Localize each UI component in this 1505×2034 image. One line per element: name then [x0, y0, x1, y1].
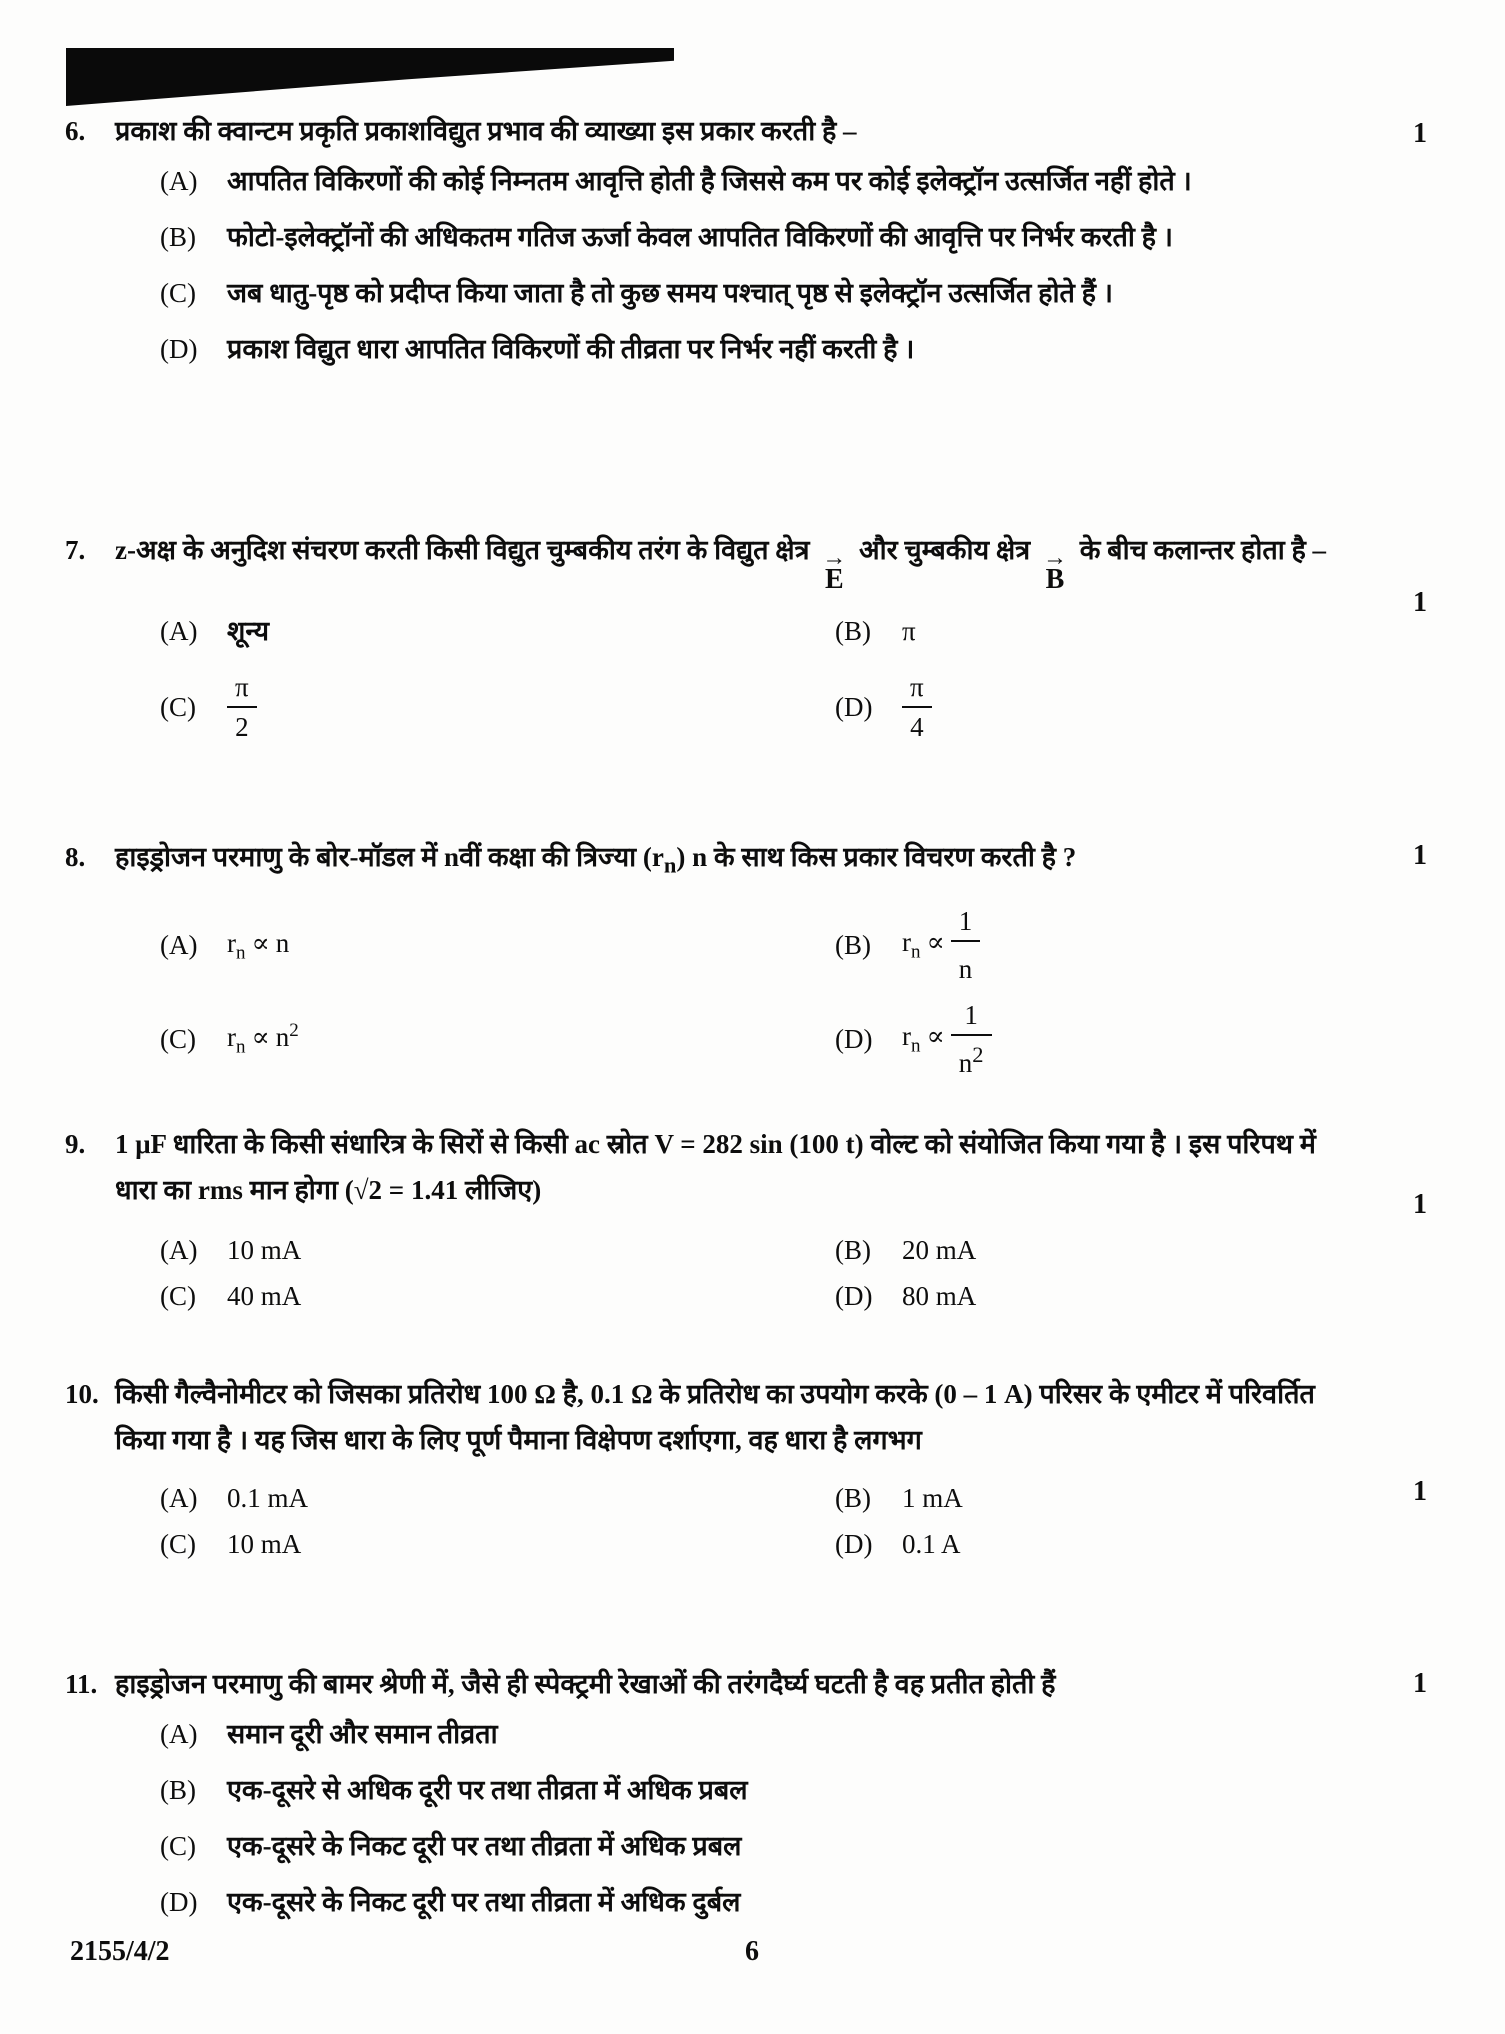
question-text — [115, 834, 1437, 888]
fraction-denominator: 2 — [227, 706, 257, 744]
question-11 — [65, 1661, 1437, 1935]
option-text: 80 mA — [902, 1281, 977, 1311]
option-b — [740, 1227, 1437, 1273]
question-number: 6. — [65, 116, 86, 146]
option-a — [65, 1227, 740, 1273]
option-text: समान दूरी और समान तीव्रता — [227, 1719, 498, 1749]
question-number: 9. — [65, 1129, 86, 1159]
option-b — [65, 1767, 1437, 1813]
option-b — [65, 214, 1437, 260]
option-label: (B) — [835, 1235, 871, 1265]
option-label: (C) — [160, 692, 196, 722]
fraction-numerator: 1 — [964, 1000, 978, 1031]
question-number: 10. — [65, 1379, 99, 1409]
question-text-part: z-अक्ष के अनुदिश संचरण करती किसी विद्युत चुम्बकीय तरंग के विद्युत क्षेत्र — [115, 535, 810, 565]
proportional-symbol: ∝ — [251, 928, 270, 959]
option-label: (B) — [835, 1483, 871, 1513]
option-label: (A) — [160, 616, 198, 646]
marks-badge: 1 — [1413, 118, 1427, 149]
proportional-symbol: ∝ — [926, 927, 945, 958]
formula: $r_n$ ∝ — [902, 927, 945, 963]
subscript: n — [663, 852, 677, 878]
option-a — [65, 608, 740, 654]
option-label: (A) — [160, 1483, 198, 1513]
option-text: एक-दूसरे से अधिक दूरी पर तथा तीव्रता में अधिक प्रबल — [227, 1775, 748, 1805]
option-a — [65, 1711, 1437, 1757]
question-text-part: और चुम्बकीय क्षेत्र — [859, 535, 1031, 565]
option-text: आपतित विकिरणों की कोई निम्नतम आवृत्ति होती है जिससे कम पर कोई इलेक्ट्रॉन उत्सर्जित नहीं होते । — [227, 166, 1192, 196]
option-label: (B) — [160, 222, 196, 252]
options-list — [65, 158, 1437, 372]
proportional-symbol: ∝ — [926, 1021, 945, 1052]
vector-arrow-icon: → — [822, 545, 847, 571]
option-text: 10 mA — [227, 1235, 302, 1265]
question-9 — [65, 1121, 1437, 1319]
option-text: π — [902, 616, 916, 646]
option-label: (B) — [160, 1775, 196, 1805]
options-row — [65, 1475, 1437, 1521]
option-c — [65, 1016, 740, 1062]
option-text: 0.1 mA — [227, 1483, 308, 1513]
option-label: (D) — [835, 1024, 873, 1055]
option-label: (C) — [160, 1281, 196, 1311]
option-label: (A) — [160, 166, 198, 196]
question-number: 8. — [65, 842, 86, 872]
option-label: (D) — [835, 1281, 873, 1311]
fraction — [951, 998, 992, 1080]
option-a — [65, 158, 1437, 204]
question-text: 1 μF धारिता के किसी संधारित्र के सिरों से किसी ac स्रोत V = 282 sin (100 t) वोल्ट को संयोजित किया गया है । इस परिपथ में धारा का rms मान होगा (√2 = 1.41 लीजिए) — [115, 1129, 1316, 1205]
fraction-numerator: π — [235, 672, 249, 702]
marks-badge: 1 — [1413, 587, 1427, 618]
formula: $r_n \propto n$ — [227, 928, 290, 964]
question-text — [115, 527, 1437, 594]
option-label: (A) — [160, 1719, 198, 1749]
option-d — [740, 1273, 1437, 1319]
question-7 — [65, 527, 1437, 744]
question-6 — [65, 108, 1437, 382]
option-label: (D) — [835, 692, 873, 722]
fraction-numerator: 1 — [958, 906, 973, 937]
question-10 — [65, 1371, 1437, 1567]
question-number: 11. — [65, 1669, 98, 1699]
footer-paper-code: 2155/4/2 — [70, 1936, 170, 1967]
vector-arrow-icon: → — [1042, 545, 1067, 571]
option-text: प्रकाश विद्युत धारा आपतित विकिरणों की तीव्रता पर निर्भर नहीं करती है । — [227, 334, 915, 364]
marks-badge: 1 — [1413, 1668, 1427, 1699]
option-label: (A) — [160, 1235, 198, 1265]
fraction-denominator: $n^2$ — [951, 1034, 992, 1080]
question-text: किसी गैल्वैनोमीटर को जिसका प्रतिरोध 100 Ω है, 0.1 Ω के प्रतिरोध का उपयोग करके (0 – 1 A) परिसर के एमीटर में परिवर्तित किया गया है । यह जिस धारा के लिए पूर्ण पैमाना विक्षेपण दर्शाएगा, वह धारा है लगभग — [115, 1379, 1315, 1455]
option-text: शून्य — [227, 616, 269, 646]
option-a — [65, 1475, 740, 1521]
option-label: (C) — [160, 1831, 196, 1861]
option-c — [65, 1823, 1437, 1869]
redaction-banner — [66, 48, 674, 106]
question-text-part: के बीच कलान्तर होता है – — [1079, 535, 1327, 565]
option-text: एक-दूसरे के निकट दूरी पर तथा तीव्रता में अधिक प्रबल — [227, 1831, 742, 1861]
option-text: एक-दूसरे के निकट दूरी पर तथा तीव्रता में अधिक दुर्बल — [227, 1887, 741, 1917]
option-c — [65, 1521, 740, 1567]
option-label: (C) — [160, 278, 196, 308]
option-c — [65, 670, 740, 744]
option-b — [740, 904, 1437, 986]
question-text: हाइड्रोजन परमाणु की बामर श्रेणी में, जैसे ही स्पेक्ट्रमी रेखाओं की तरंगदैर्घ्य घटती है वह प्रतीत होती हैं — [115, 1669, 1056, 1699]
option-c — [65, 1273, 740, 1319]
option-d — [740, 998, 1437, 1080]
option-label: (D) — [160, 1887, 198, 1917]
option-label: (D) — [160, 334, 198, 364]
marks-badge: 1 — [1413, 840, 1427, 871]
options-row — [65, 608, 1437, 654]
option-text: 10 mA — [227, 1529, 302, 1559]
option-a — [65, 922, 740, 968]
option-text: जब धातु-पृष्ठ को प्रदीप्त किया जाता है तो कुछ समय पश्चात् पृष्ठ से इलेक्ट्रॉन उत्सर्जित होते हैं । — [227, 278, 1113, 308]
option-text: 0.1 A — [902, 1529, 961, 1559]
question-8 — [65, 834, 1437, 1080]
options-row — [65, 1521, 1437, 1567]
option-text: 20 mA — [902, 1235, 977, 1265]
option-d — [740, 1521, 1437, 1567]
formula: $r_n \propto n^2$ — [227, 1020, 299, 1058]
options-row — [65, 1273, 1437, 1319]
footer-page-number: 6 — [745, 1936, 759, 1967]
option-d — [65, 326, 1437, 372]
option-c — [65, 270, 1437, 316]
option-label: (B) — [835, 616, 871, 646]
options-list — [65, 1711, 1437, 1925]
marks-badge: 1 — [1413, 1189, 1427, 1220]
option-text: फोटो-इलेक्ट्रॉनों की अधिकतम गतिज ऊर्जा केवल आपतित विकिरणों की आवृत्ति पर निर्भर करती है । — [227, 222, 1173, 252]
option-label: (A) — [160, 930, 198, 961]
fraction-denominator: n — [951, 940, 981, 986]
option-label: (C) — [160, 1024, 196, 1055]
option-text: 1 mA — [902, 1483, 963, 1513]
option-d — [65, 1879, 1437, 1925]
option-label: (B) — [835, 930, 871, 961]
fraction — [902, 670, 932, 744]
fraction-denominator: 4 — [902, 706, 932, 744]
option-b — [740, 608, 1437, 654]
option-label: (C) — [160, 1529, 196, 1559]
options-row — [65, 670, 1437, 744]
option-text: 40 mA — [227, 1281, 302, 1311]
fraction — [951, 904, 981, 986]
question-number: 7. — [65, 535, 86, 565]
vector-e-field: → E — [822, 545, 847, 595]
options-row — [65, 904, 1437, 986]
fraction-numerator: π — [910, 672, 924, 702]
options-row — [65, 1227, 1437, 1273]
formula: $r_n$ ∝ — [902, 1021, 945, 1057]
option-label: (D) — [835, 1529, 873, 1559]
fraction — [227, 670, 257, 744]
proportional-symbol: ∝ — [251, 1022, 270, 1053]
option-d — [740, 670, 1437, 744]
question-text-part: हाइड्रोजन परमाणु के बोर-मॉडल में nवीं कक्षा की त्रिज्या (r — [115, 842, 664, 872]
options-row — [65, 998, 1437, 1080]
option-b — [740, 1475, 1437, 1521]
vector-b-field: → B — [1042, 545, 1067, 595]
question-text-part: ) n के साथ किस प्रकार विचरण करती है ? — [676, 842, 1077, 872]
question-text: प्रकाश की क्वान्टम प्रकृति प्रकाशविद्युत प्रभाव की व्याख्या इस प्रकार करती है – — [115, 116, 857, 146]
marks-badge: 1 — [1413, 1476, 1427, 1507]
